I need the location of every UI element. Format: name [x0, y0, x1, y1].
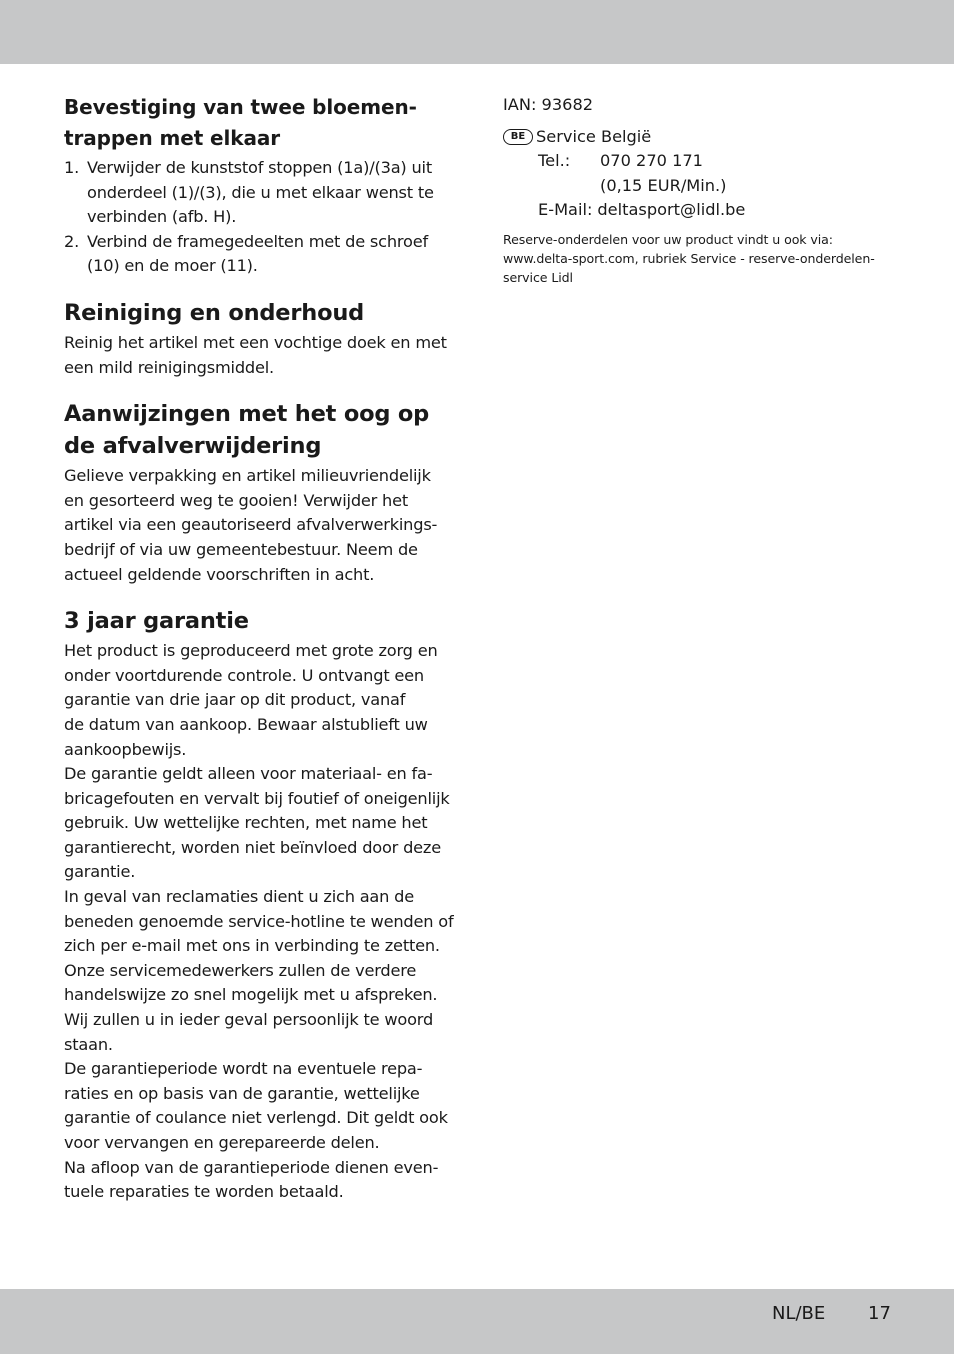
phone-number: 070 270 171 [600, 151, 703, 171]
header-bar [0, 0, 954, 64]
footer-language: NL/BE [772, 1303, 826, 1324]
email-address: deltasport@lidl.be [597, 200, 746, 220]
spare-parts-note: Reserve-onderdelen voor uw product vindt u ook via: www.delta-sport.com, rubriek Service - reserve-onderdelen- service Lidl [503, 231, 875, 285]
phone-row: Tel.: 070 270 171 [538, 149, 903, 174]
page-number: 17 [868, 1303, 891, 1324]
section-disposal [64, 398, 464, 587]
right-column [503, 93, 903, 287]
section-heading: Reiniging en onderhoud [64, 299, 365, 326]
steps-list [64, 156, 464, 279]
list-item: 2. Verbind de framegedeelten met de schroef (10) en de moer (11). [64, 231, 428, 276]
belgium-badge-icon: BE [503, 129, 533, 145]
left-column [64, 92, 464, 1223]
list-item: 1. Verwijder de kunststof stoppen (1a)/(3a) uit onderdeel (1)/(3), die u met elkaar wenst te verbinden (afb. H). [64, 158, 434, 227]
section-cleaning [64, 297, 464, 380]
section-heading: 3 jaar garantie [64, 608, 249, 635]
section-body: Het product is geproduceerd met grote zorg en onder voortdurende controle. U ontvangt een garantie van drie jaar op dit product, vanaf de datum van aankoop. Bewaar alstublieft uw aankoopbewijs. De garantie geldt alleen voor materiaal- en fa- bricagefouten en vervalt bij foutief of oneigenlijk gebruik. Uw wettelijke rechten, met name het garantierecht, worden niet beïnvloed door deze garantie. In geval van reclamaties dient u zich aan de beneden genoemde service-hotline te wenden of zich per e-mail met ons in verbinding te zetten. Onze servicemedewerkers zullen de verdere handelswijze zo snel mogelijk met u afspreken. Wij zullen u in ieder geval persoonlijk te woord staan. De garantieperiode wordt na eventuele repa- raties en op basis van de garantie, wettelijke garantie of coulance niet verlengd. Dit geldt ook voor vervangen en gerepareerde delen. Na afloop van de garantieperiode dienen even- tuele reparaties te worden betaald. [64, 641, 454, 1202]
section-warranty [64, 605, 464, 1205]
section-body: Reinig het artikel met een vochtige doek en met een mild reinigingsmiddel. [64, 332, 447, 377]
ian-number: IAN: 93682 [503, 95, 594, 114]
section-connect [64, 92, 464, 279]
section-heading: Aanwijzingen met het oog op de afvalverwijdering [64, 401, 430, 460]
section-heading: Bevestiging van twee bloemen- trappen met elkaar [64, 95, 417, 150]
phone-rate: (0,15 EUR/Min.) [600, 175, 727, 195]
contact-block [538, 149, 903, 223]
section-body: Gelieve verpakking en artikel milieuvriendelijk en gesorteerd weg te gooien! Verwijder het artikel via een geautoriseerd afvalverwerkings- bedrijf of via uw gemeentebestuur. Neem de actueel geldende voorschriften in acht. [64, 466, 438, 584]
email-row: E-Mail: deltasport@lidl.be [538, 198, 903, 223]
service-title: Service België [536, 126, 652, 146]
service-heading [503, 125, 903, 150]
